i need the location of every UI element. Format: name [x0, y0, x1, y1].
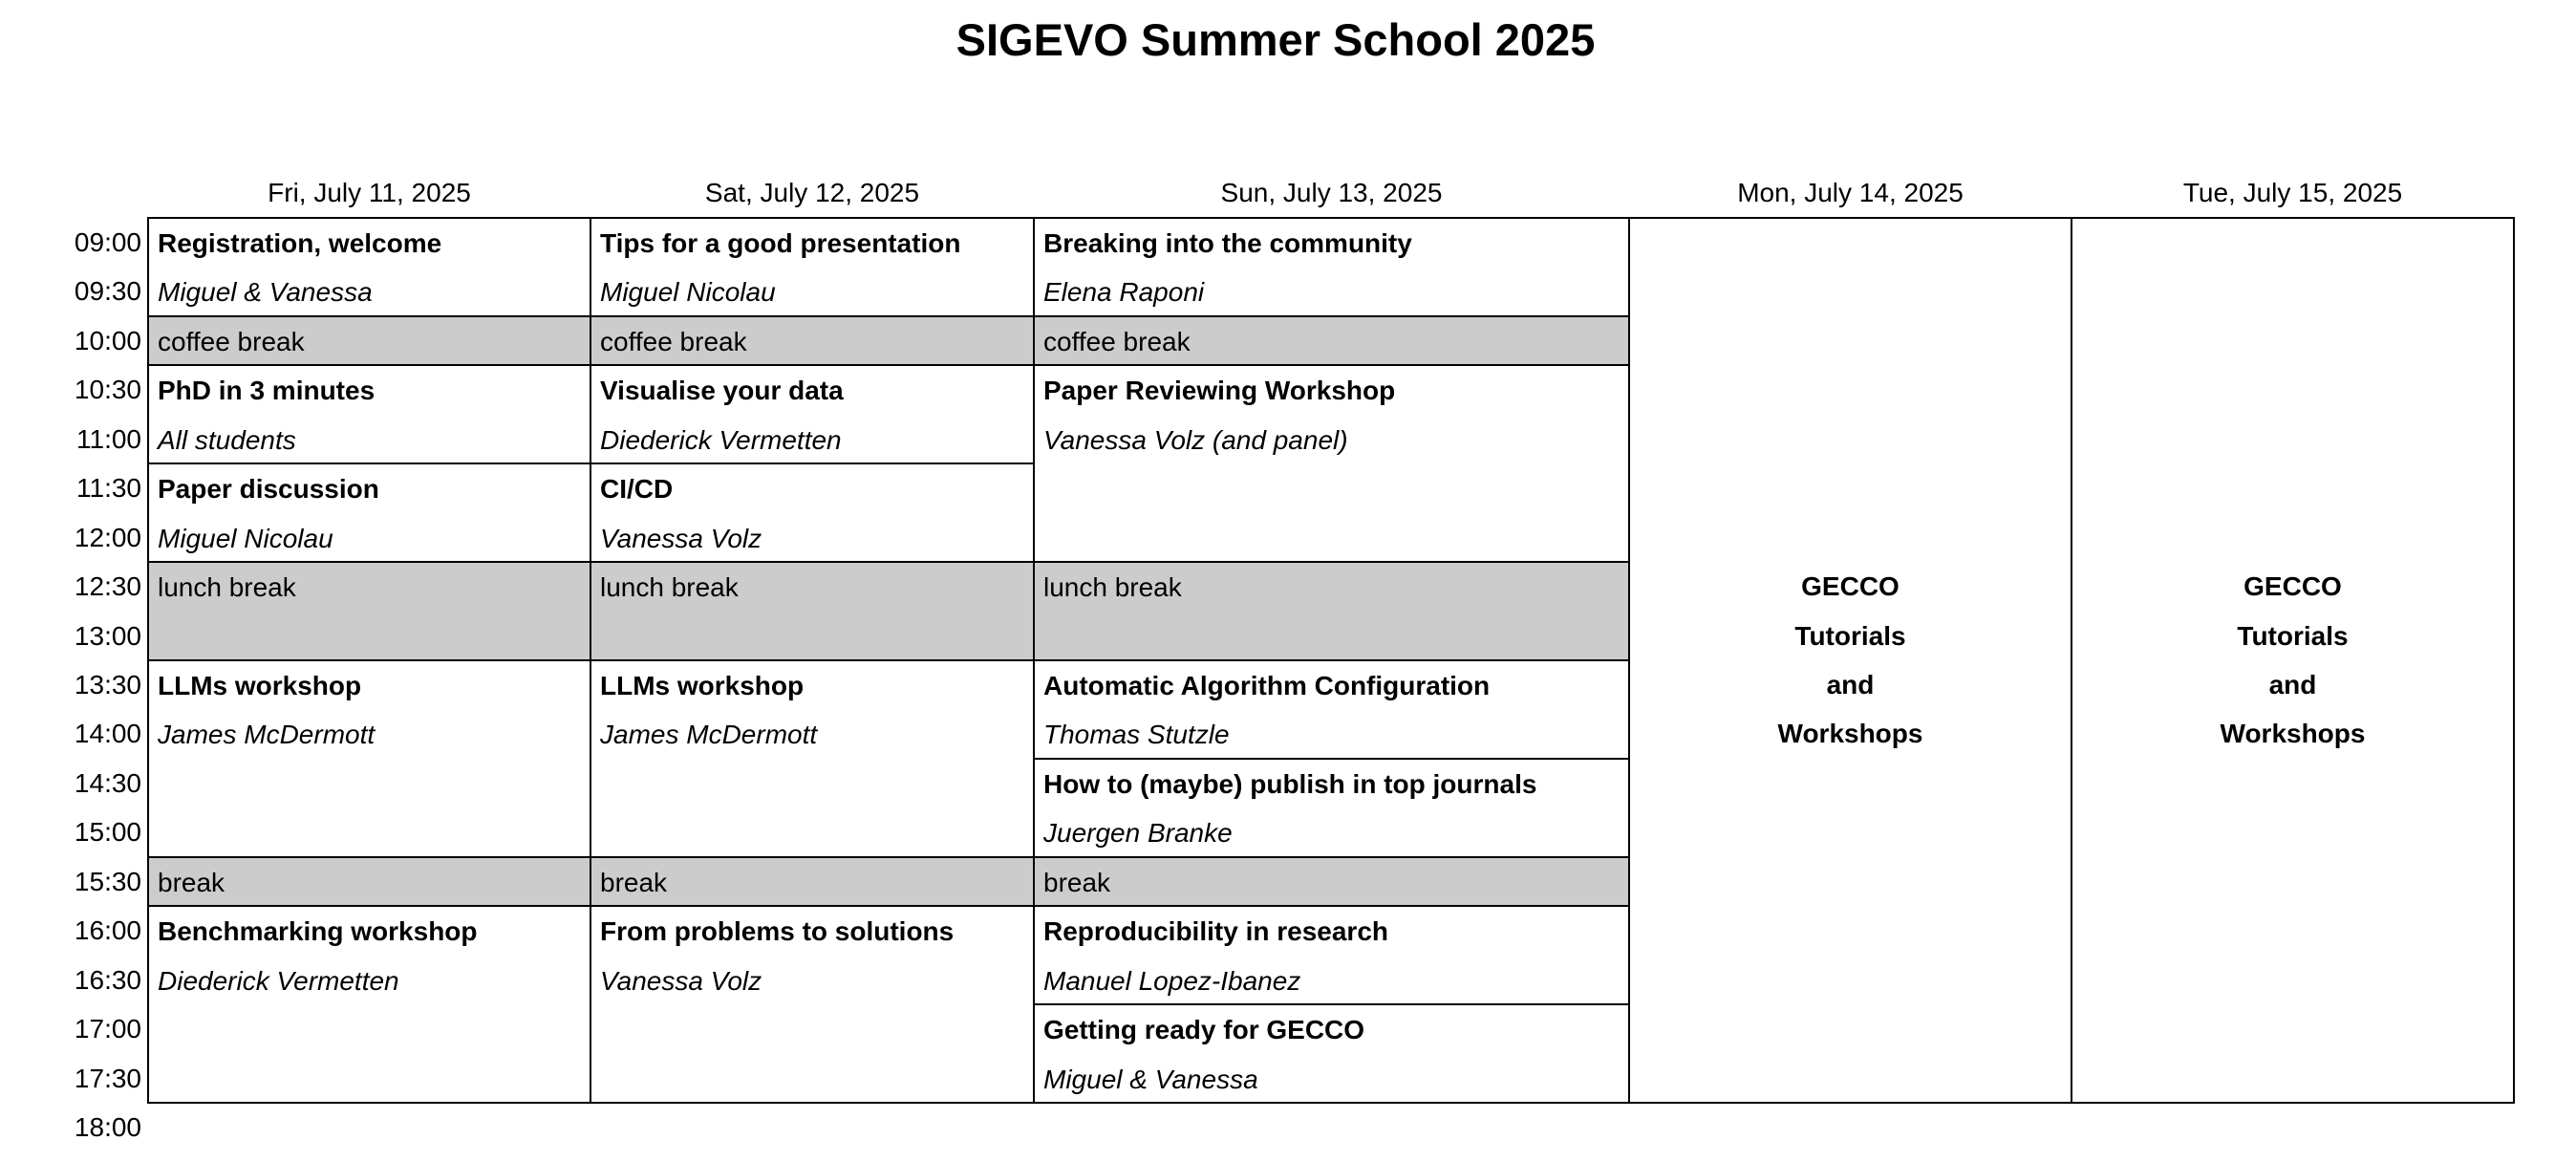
session-cell [1033, 1003, 1630, 1104]
session-speaker: Vanessa Volz (and panel) [1043, 424, 1348, 455]
time-label: 17:00 [74, 1014, 141, 1044]
break-slot [590, 856, 1035, 907]
break-label: coffee break [1043, 326, 1191, 356]
time-label: 13:00 [74, 620, 141, 651]
break-label: break [600, 867, 668, 897]
session-speaker: Miguel & Vanessa [1043, 1064, 1258, 1094]
time-label: 12:30 [74, 571, 141, 602]
session-cell [147, 905, 591, 1104]
session-speaker: Miguel & Vanessa [158, 277, 373, 308]
day-header: Sat, July 12, 2025 [704, 178, 920, 207]
session-title: Paper Reviewing Workshop [1043, 376, 1396, 406]
session-speaker: Miguel Nicolau [158, 523, 333, 553]
session-text-line: and [2268, 670, 2317, 699]
time-label: 14:30 [74, 767, 141, 798]
session-text-line: Workshops [2220, 719, 2366, 749]
time-label: 11:30 [76, 473, 141, 504]
break-label: lunch break [1043, 572, 1182, 603]
break-label: break [1043, 867, 1111, 897]
session-title: From problems to solutions [600, 916, 955, 947]
session-cell [590, 217, 1035, 317]
session-title: PhD in 3 minutes [158, 376, 376, 406]
session-speaker: James McDermott [600, 720, 818, 750]
time-label: 17:30 [74, 1063, 141, 1093]
session-title: CI/CD [600, 474, 674, 505]
session-title: LLMs workshop [158, 671, 362, 700]
break-slot [147, 856, 591, 907]
time-label: 16:00 [74, 915, 141, 946]
session-cell [147, 217, 591, 317]
page-title: SIGEVO Summer School 2025 [955, 14, 1596, 65]
session-speaker: Vanessa Volz [600, 965, 762, 996]
session-cell [1628, 217, 2072, 1104]
time-label: 14:00 [74, 719, 141, 749]
break-slot [590, 315, 1035, 366]
break-slot [1033, 561, 1630, 661]
session-title: LLMs workshop [600, 671, 805, 700]
break-label: coffee break [158, 326, 305, 356]
break-slot [147, 561, 591, 661]
break-slot [147, 315, 591, 366]
session-speaker: James McDermott [158, 720, 376, 750]
break-slot [1033, 856, 1630, 907]
session-speaker: All students [158, 424, 296, 455]
session-speaker: Vanessa Volz [600, 523, 762, 553]
session-title: Visualise your data [600, 376, 844, 406]
time-label: 12:00 [74, 522, 141, 552]
session-text-line: Tutorials [2237, 620, 2349, 651]
session-speaker: Juergen Branke [1043, 818, 1233, 849]
break-slot [1033, 315, 1630, 366]
session-title: Reproducibility in research [1043, 916, 1388, 947]
session-text-line: GECCO [1801, 571, 1900, 602]
session-cell [147, 463, 591, 563]
session-title: Breaking into the community [1043, 228, 1412, 258]
session-cell [147, 659, 591, 858]
session-text-line: Tutorials [1794, 620, 1906, 651]
break-label: break [158, 867, 225, 897]
session-cell [147, 364, 591, 464]
break-label: lunch break [158, 572, 296, 603]
session-title: Tips for a good presentation [600, 228, 961, 258]
session-title: Paper discussion [158, 474, 379, 505]
session-speaker: Elena Raponi [1043, 277, 1205, 308]
time-label: 09:30 [74, 276, 141, 307]
time-label: 13:30 [74, 670, 141, 699]
time-label: 15:00 [74, 817, 141, 848]
time-label: 10:30 [74, 375, 141, 405]
day-header: Sun, July 13, 2025 [1220, 178, 1443, 207]
time-label: 15:30 [74, 866, 141, 896]
session-title: Benchmarking workshop [158, 916, 478, 947]
day-header: Mon, July 14, 2025 [1737, 178, 1964, 207]
session-title: Getting ready for GECCO [1043, 1015, 1365, 1045]
day-header: Fri, July 11, 2025 [268, 178, 471, 207]
break-label: lunch break [600, 572, 739, 603]
session-title: Registration, welcome [158, 228, 442, 258]
session-cell [1033, 364, 1630, 563]
session-speaker: Thomas Stutzle [1043, 720, 1230, 750]
session-speaker: Manuel Lopez-Ibanez [1043, 965, 1301, 996]
time-label: 09:00 [74, 227, 141, 257]
day-header: Tue, July 15, 2025 [2182, 178, 2403, 207]
time-label: 16:30 [74, 964, 141, 995]
session-title: Automatic Algorithm Configuration [1043, 671, 1491, 700]
break-slot [590, 561, 1035, 661]
time-label: 18:00 [74, 1112, 141, 1142]
session-cell [590, 659, 1035, 858]
time-label: 11:00 [76, 423, 141, 454]
session-cell [590, 463, 1035, 563]
session-cell [1033, 217, 1630, 317]
session-text-line: and [1826, 670, 1875, 699]
session-cell [1033, 758, 1630, 858]
time-label: 10:00 [74, 325, 141, 355]
session-cell [1033, 905, 1630, 1005]
session-title: How to (maybe) publish in top journals [1043, 768, 1537, 799]
session-cell [590, 364, 1035, 464]
session-cell [1033, 659, 1630, 760]
session-text-line: Workshops [1777, 719, 1923, 749]
session-speaker: Diederick Vermetten [158, 965, 399, 996]
session-speaker: Diederick Vermetten [600, 424, 842, 455]
session-speaker: Miguel Nicolau [600, 277, 776, 308]
break-label: coffee break [600, 326, 747, 356]
session-text-line: GECCO [2243, 571, 2342, 602]
session-cell [590, 905, 1035, 1104]
session-cell [2071, 217, 2515, 1104]
